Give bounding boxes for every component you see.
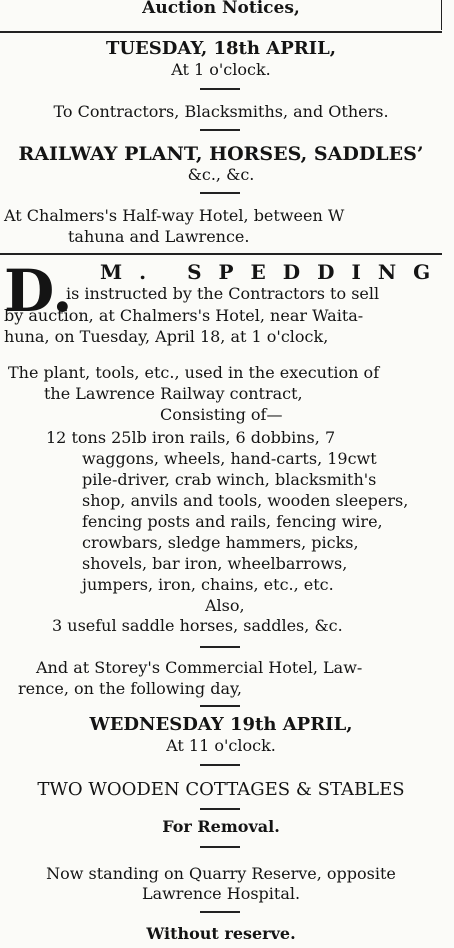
removal-label: For Removal. (162, 817, 280, 836)
horses-line: 3 useful saddle horses, saddles, &c. (52, 616, 343, 635)
second-venue-2: rence, on the following day, (18, 679, 242, 698)
reserve-label: Without reserve. (146, 924, 296, 943)
also-label: Also, (205, 596, 245, 615)
consisting-label: Consisting of— (160, 405, 283, 424)
notice-line-1: is instructed by the Contractors to sell (66, 284, 380, 303)
divider (200, 911, 240, 913)
divider (200, 705, 240, 707)
item-line: 12 tons 25lb iron rails, 6 dobbins, 7 (46, 428, 336, 447)
item-line: shop, anvils and tools, wooden sleepers, (82, 491, 409, 510)
item-line: pile-driver, crab winch, blacksmith's (82, 470, 377, 489)
divider (200, 764, 240, 766)
venue-line-2: tahuna and Lawrence. (68, 227, 250, 246)
section-rule (0, 253, 442, 255)
sale-time-2: At 11 o'clock. (166, 736, 276, 755)
notice-line-2: by auction, at Chalmers's Hotel, near Waita- (4, 306, 364, 325)
location-line-1: Now standing on Quarry Reserve, opposite (46, 864, 396, 883)
sale-headline-1: RAILWAY PLANT, HORSES, SADDLES’ (18, 143, 424, 165)
divider (200, 646, 240, 648)
divider (200, 846, 240, 848)
divider (200, 129, 240, 131)
divider (200, 88, 240, 90)
divider (200, 808, 240, 810)
sale-headline-2: TWO WOODEN COTTAGES & STABLES (37, 779, 405, 800)
sale-day-1: TUESDAY, 18th APRIL, (105, 38, 337, 59)
sale-time-1: At 1 o'clock. (171, 60, 271, 79)
item-line: shovels, bar iron, wheelbarrows, (82, 554, 348, 573)
item-line: jumpers, iron, chains, etc., etc. (82, 575, 334, 594)
sale-day-2: WEDNESDAY 19th APRIL, (89, 714, 353, 735)
auctioneer-name: M. SPEDDING (100, 260, 448, 284)
notice-line-3: huna, on Tuesday, April 18, at 1 o'clock, (4, 327, 329, 346)
venue-line-1: At Chalmers's Half-way Hotel, between W (4, 206, 345, 225)
plant-intro-1: The plant, tools, etc., used in the execution of (8, 363, 380, 382)
section-title: Auction Notices, (142, 0, 300, 18)
second-venue-1: And at Storey's Commercial Hotel, Law- (36, 658, 363, 677)
location-line-2: Lawrence Hospital. (141, 884, 301, 903)
column-rule (441, 0, 442, 30)
item-line: waggons, wheels, hand-carts, 19cwt (82, 449, 377, 468)
divider (200, 192, 240, 194)
item-line: crowbars, sledge hammers, picks, (82, 533, 359, 552)
header-rule (0, 31, 442, 33)
plant-intro-2: the Lawrence Railway contract, (44, 384, 303, 403)
audience-line: To Contractors, Blacksmiths, and Others. (53, 102, 389, 121)
sale-headline-1-cont: &c., &c. (187, 165, 255, 184)
drop-cap: D. (4, 257, 73, 325)
item-line: fencing posts and rails, fencing wire, (82, 512, 383, 531)
